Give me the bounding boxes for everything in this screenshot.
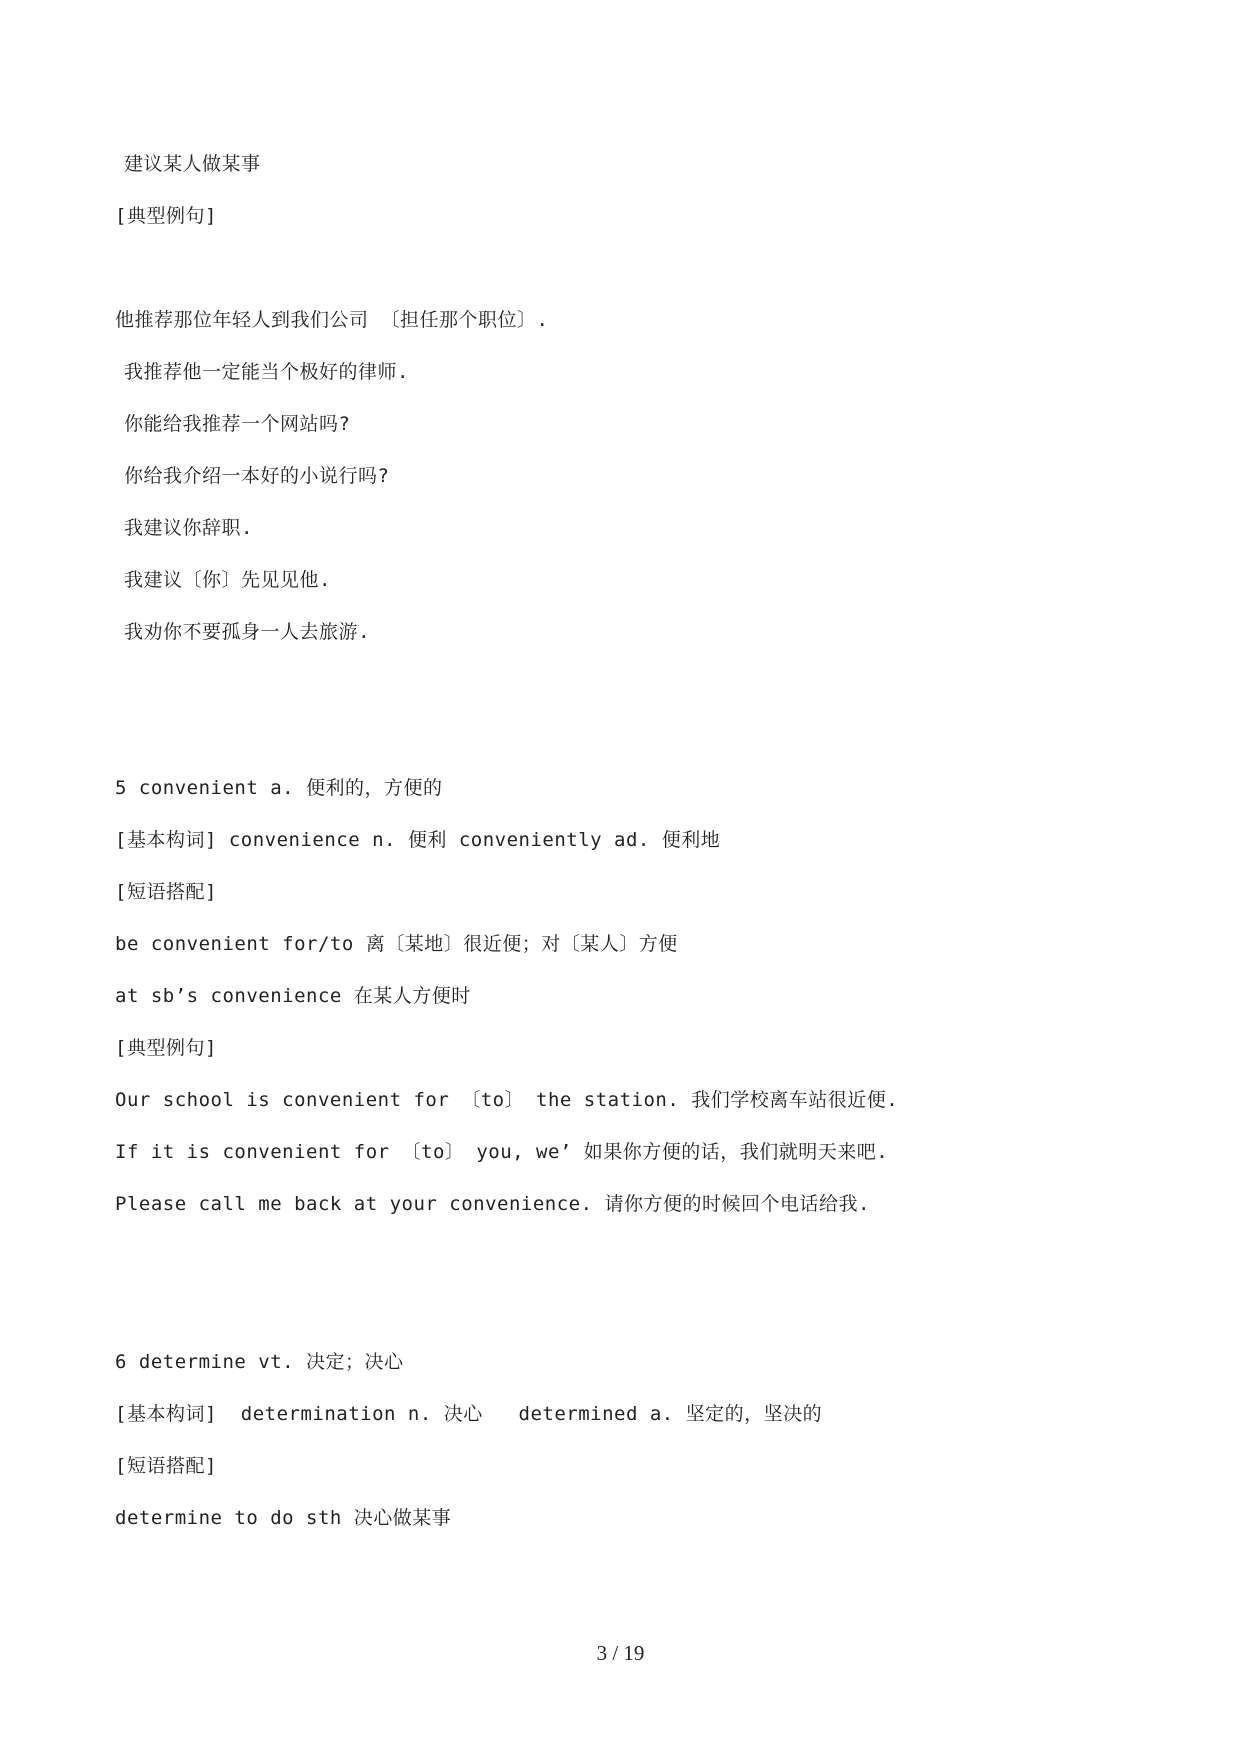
word-formation: [基本构词] convenience n. 便利 conveniently ad. 便利地 <box>115 829 721 851</box>
example-sentence: 我建议你辞职. <box>124 517 253 539</box>
page-number: 3 / 19 <box>596 1641 645 1665</box>
phrase-item: determine to do sth 决心做某事 <box>115 1507 452 1529</box>
example-sentence: 我推荐他一定能当个极好的律师. <box>124 361 409 383</box>
phrase-meaning: 建议某人做某事 <box>124 153 261 175</box>
section-heading-examples: [典型例句] <box>115 1037 217 1059</box>
section-heading-examples: [典型例句] <box>115 205 217 227</box>
vocab-entry-heading: 5 convenient a. 便利的，方便的 <box>115 777 443 799</box>
example-sentence: 你能给我推荐一个网站吗? <box>124 413 351 435</box>
example-sentence: Our school is convenient for 〔to〕 the station. 我们学校离车站很近便. <box>115 1089 899 1111</box>
section-heading-phrases: [短语搭配] <box>115 1455 217 1477</box>
example-sentence: 我劝你不要孤身一人去旅游. <box>124 621 370 643</box>
example-sentence: If it is convenient for 〔to〕 you, we’ 如果你方便的话，我们就明天来吧. <box>115 1141 889 1163</box>
example-sentence: 我建议〔你〕先见见他. <box>124 569 331 591</box>
word-formation: [基本构词] determination n. 决心 determined a. 坚定的，坚决的 <box>115 1403 823 1425</box>
example-sentence: Please call me back at your convenience. 请你方便的时候回个电话给我. <box>115 1193 870 1215</box>
vocab-entry-heading: 6 determine vt. 决定；决心 <box>115 1351 404 1373</box>
example-sentence: 你给我介绍一本好的小说行吗? <box>124 465 390 487</box>
phrase-item: be convenient for/to 离〔某地〕很近便；对〔某人〕方便 <box>115 933 678 955</box>
section-heading-phrases: [短语搭配] <box>115 881 217 903</box>
example-sentence: 他推荐那位年轻人到我们公司 〔担任那个职位〕. <box>115 309 549 331</box>
phrase-item: at sb’s convenience 在某人方便时 <box>115 985 471 1007</box>
